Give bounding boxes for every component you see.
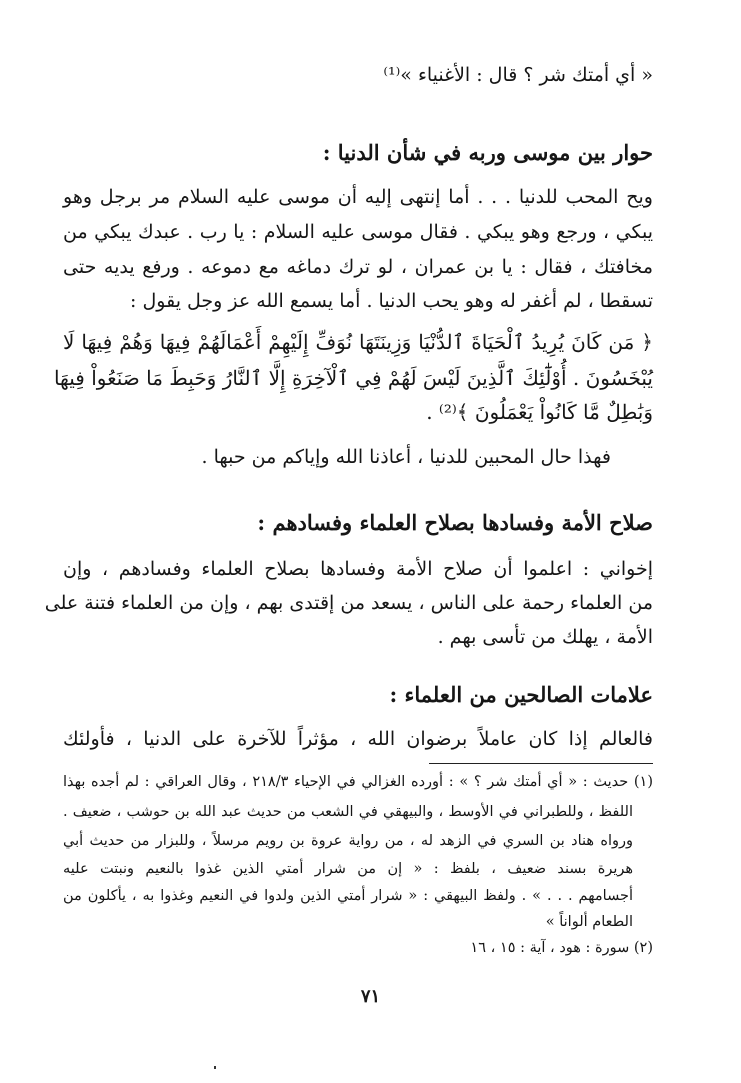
quran-verse-line: ﴿ مَن كَانَ يُرِيدُ ٱلْحَيَاةَ ٱلدُّنْيَا وَزِينَتَهَا نُوَفِّ إِلَيْهِمْ أَعْمَالَهُمْ فِيهَا وَهُمْ فِيهَا لَا	[63, 330, 653, 354]
closing-sentence: فهذا حال المحبين للدنيا ، أعاذنا الله وإياكم من حبها .	[201, 446, 611, 468]
paragraph-line: مخافتك ، فقال : يا بن عمران ، لو ترك دماغه مع دموعه . ورفع يديه حتى	[63, 256, 653, 278]
section-heading-ummah-scholars: صلاح الأمة وفسادها بصلاح العلماء وفسادهم :	[257, 510, 653, 535]
footnote-separator	[429, 763, 653, 764]
paragraph-line: تسقطا ، لم أغفر له وهو يحب الدنيا . أما يسمع الله عز وجل يقول :	[130, 290, 653, 312]
paragraph-line: فالعالم إذا كان عاملاً برضوان الله ، مؤثراً للآخرة على الدنيا ، فأولئك	[63, 728, 653, 750]
print-speck	[214, 1066, 216, 1069]
footnote-line: ورواه هناد بن السري في الزهد له ، من رواية عروة بن رويم مرسلاً ، وللبزار من حديث أبي	[63, 833, 633, 849]
footnote-line: (٢) سورة : هود ، آية : ١٥ ، ١٦	[470, 940, 653, 956]
paragraph-line: يبكي ، ورجع وهو يبكي . فقال موسى عليه السلام : يا رب . عبدك يبكي من	[63, 221, 653, 243]
footnote-line: الطعام ألواناً »	[545, 914, 633, 930]
paragraph-line: الأمة ، يهلك من تأسى بهم .	[437, 626, 653, 648]
paragraph-line: ويح المحب للدنيا . . . أما إنتهى إليه أن موسى عليه السلام مر برجل وهو	[63, 186, 653, 208]
footnote-line: أجسامهم . . . » . ولفظ البيهقي : « شرار أمتي الذين ولدوا في النعيم وغذوا به ، يأكلون من	[63, 888, 633, 904]
quran-verse-line: يُبْخَسُونَ . أُوْلَٰٓئِكَ ٱلَّذِينَ لَيْسَ لَهُمْ فِي ٱلْآخِرَةِ إِلَّا ٱلنَّارُ وَحَبِطَ مَا صَنَعُواْ فِيهَا	[53, 366, 653, 390]
footnote-line: اللفظ ، وللطبراني في الأوسط ، والبيهقي في الشعب من حديث عبد الله بن حوشب ، ضعيف .	[63, 804, 633, 820]
footnote-line: (١) حديث : « أي أمتك شر ؟ » : أورده الغزالي في الإحياء ٢١٨/٣ ، وقال العراقي : لم أجده بهذا	[63, 774, 653, 790]
page-number: ٧١	[360, 986, 381, 1007]
quran-verse-line: وَبَٰطِلٌ مَّا كَانُواْ يَعْمَلُونَ ﴾⁽²⁾ .	[426, 400, 653, 424]
paragraph-line: إخواني : اعلموا أن صلاح الأمة وفسادها بصلاح العلماء وفسادهم ، وإن	[63, 558, 653, 580]
opening-hadith-line: « أي أمتك شر ؟ قال : الأغنياء »⁽¹⁾	[383, 64, 653, 86]
section-heading-righteous-scholars: علامات الصالحين من العلماء :	[389, 682, 653, 707]
footnote-line: هريرة بسند ضعيف ، بلفظ : « إن من شرار أمتي الذين غذوا بالنعيم ونبتت عليه	[63, 861, 633, 877]
section-heading-musa-dialogue: حوار بين موسى وربه في شأن الدنيا :	[322, 140, 653, 165]
paragraph-line: من العلماء رحمة على الناس ، يسعد من إقتدى بهم ، وإن من العلماء فتنة على	[44, 592, 653, 614]
